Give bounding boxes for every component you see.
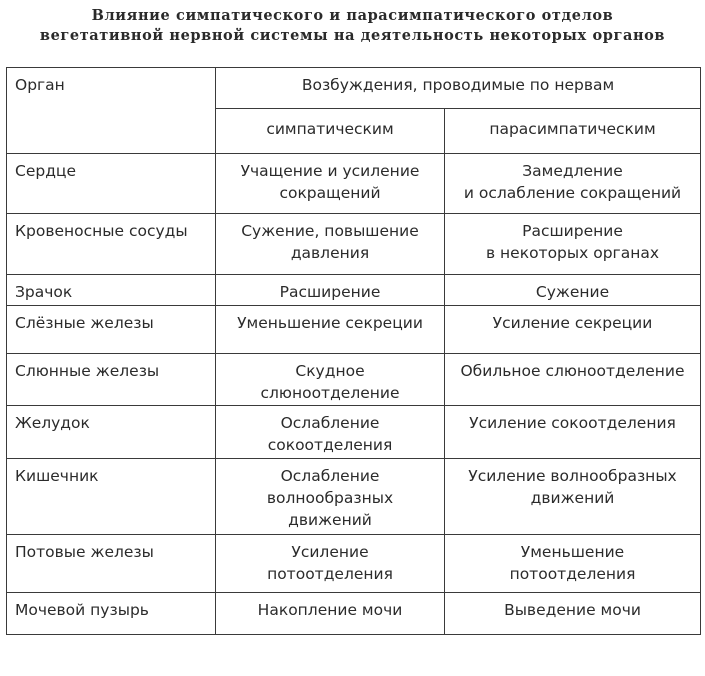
- sympathetic-effect-cell: [216, 535, 445, 593]
- sympathetic-effect-line: Расширение: [279, 283, 381, 301]
- sympathetic-effect-line: давления: [290, 244, 370, 262]
- organ-cell: Потовые железы: [7, 535, 216, 593]
- organ-cell: Сердце: [7, 154, 216, 214]
- sympathetic-effect-cell: [216, 306, 445, 354]
- organ-cell: Мочевой пузырь: [7, 593, 216, 635]
- parasympathetic-effect-line: Усиление волнообразных: [468, 467, 677, 485]
- sympathetic-effect-cell: [216, 154, 445, 214]
- parasympathetic-effect-line: потоотделения: [509, 565, 636, 583]
- sympathetic-effect-line: Ослабление: [280, 414, 380, 432]
- parasympathetic-effect-cell: [445, 306, 701, 354]
- sympathetic-effect-line: Уменьшение секреции: [237, 314, 423, 332]
- organ-cell: Желудок: [7, 406, 216, 459]
- parasympathetic-effect-cell: [445, 354, 701, 406]
- parasympathetic-effect-line: Расширение: [522, 222, 623, 240]
- table-row: [7, 275, 701, 306]
- organ-cell: Слёзные железы: [7, 306, 216, 354]
- sympathetic-effect-line: движений: [288, 511, 372, 529]
- sympathetic-effect-line: Накопление мочи: [257, 601, 403, 619]
- sympathetic-effect-cell: [216, 406, 445, 459]
- sympathetic-effect-cell: [216, 214, 445, 275]
- organ-cell: Кишечник: [7, 459, 216, 535]
- sympathetic-effect-line: слюноотделение: [260, 384, 400, 402]
- parasympathetic-effect-cell: [445, 535, 701, 593]
- organ-cell: Кровеносные сосуды: [7, 214, 216, 275]
- title-line-1: Влияние симпатического и парасимпатического отделов: [91, 7, 614, 24]
- table-body: [7, 154, 701, 635]
- parasympathetic-effect-cell: [445, 214, 701, 275]
- sympathetic-effect-line: Учащение и усиление: [240, 162, 420, 180]
- table-row: [7, 459, 701, 535]
- parasympathetic-effect-line: Усиление сокоотделения: [469, 414, 676, 432]
- sympathetic-effect-cell: [216, 275, 445, 306]
- nervous-system-table: [6, 67, 701, 635]
- header-sympathetic: симпатическим: [216, 109, 445, 154]
- sympathetic-effect-line: сокращений: [279, 184, 381, 202]
- table-row: [7, 154, 701, 214]
- sympathetic-effect-cell: [216, 354, 445, 406]
- table-row: [7, 593, 701, 635]
- sympathetic-effect-cell: [216, 459, 445, 535]
- title-line-2: вегетативной нервной системы на деятельность некоторых органов: [39, 27, 666, 44]
- sympathetic-effect-line: Ослабление: [280, 467, 380, 485]
- header-parasympathetic: парасимпатическим: [445, 109, 701, 154]
- header-organ: Орган: [7, 68, 216, 154]
- table-row: [7, 214, 701, 275]
- parasympathetic-effect-line: и ослабление сокращений: [463, 184, 682, 202]
- organ-cell: Зрачок: [7, 275, 216, 306]
- sympathetic-effect-cell: [216, 593, 445, 635]
- parasympathetic-effect-line: Уменьшение: [520, 543, 625, 561]
- parasympathetic-effect-line: Усиление секреции: [492, 314, 653, 332]
- sympathetic-effect-line: сокоотделения: [267, 436, 393, 454]
- header-group: Возбуждения, проводимые по нервам: [216, 68, 701, 109]
- sympathetic-effect-line: волнообразных: [266, 489, 394, 507]
- parasympathetic-effect-line: Сужение: [535, 283, 610, 301]
- organ-cell: Слюнные железы: [7, 354, 216, 406]
- sympathetic-effect-line: потоотделения: [267, 565, 393, 583]
- table-row: [7, 535, 701, 593]
- table-row: [7, 306, 701, 354]
- parasympathetic-effect-line: движений: [530, 489, 615, 507]
- parasympathetic-effect-cell: [445, 459, 701, 535]
- parasympathetic-effect-cell: [445, 593, 701, 635]
- sympathetic-effect-line: Скудное: [295, 362, 365, 380]
- page-title: [0, 6, 705, 46]
- sympathetic-effect-line: Усиление: [291, 543, 369, 561]
- parasympathetic-effect-line: Замедление: [522, 162, 623, 180]
- sympathetic-effect-line: Сужение, повышение: [241, 222, 419, 240]
- parasympathetic-effect-line: Обильное слюноотделение: [460, 362, 685, 380]
- table-row: [7, 354, 701, 406]
- parasympathetic-effect-cell: [445, 275, 701, 306]
- table-row: [7, 406, 701, 459]
- parasympathetic-effect-line: в некоторых органах: [485, 244, 660, 262]
- table-header-row: [7, 68, 701, 109]
- parasympathetic-effect-cell: [445, 154, 701, 214]
- parasympathetic-effect-line: Выведение мочи: [504, 601, 641, 619]
- parasympathetic-effect-cell: [445, 406, 701, 459]
